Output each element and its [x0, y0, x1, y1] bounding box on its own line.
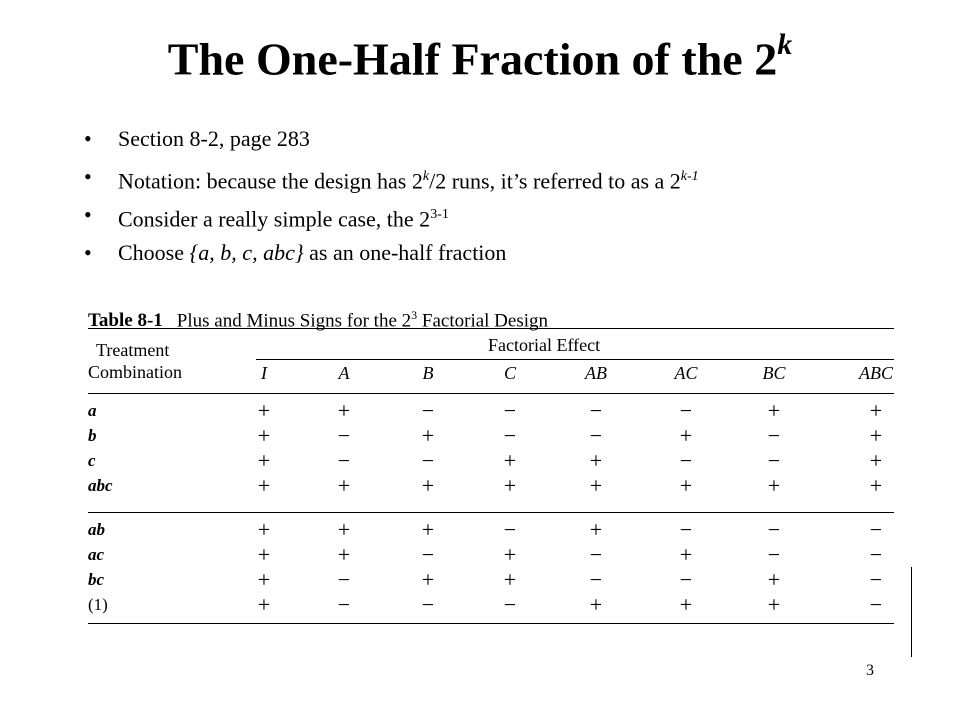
sign-cell: + — [679, 423, 693, 448]
sign-cell: + — [679, 542, 693, 567]
sign-cell: + — [589, 448, 603, 473]
bullet-item: • Choose {a, b, c, abc} as an one-half fraction — [78, 234, 699, 272]
column-header: B — [422, 363, 434, 383]
column-header: AC — [674, 363, 698, 383]
treatment-label: abc — [88, 476, 113, 495]
table-bottom-rule — [88, 623, 894, 624]
column-header: ABC — [859, 363, 893, 383]
sign-cell: − — [679, 517, 693, 542]
sign-cell: + — [679, 473, 693, 498]
sign-cell: − — [421, 592, 435, 617]
treatment-label: (1) — [88, 595, 108, 614]
sign-cell: + — [337, 517, 351, 542]
sign-cell: − — [767, 423, 781, 448]
sign-cell: − — [503, 398, 517, 423]
table-row — [88, 398, 894, 423]
sign-cell: + — [257, 398, 271, 423]
sign-cell: + — [421, 517, 435, 542]
table-row — [88, 423, 894, 448]
header-factorial-effect: Factorial Effect — [488, 335, 601, 355]
sign-cell: − — [421, 398, 435, 423]
sign-cell: + — [503, 448, 517, 473]
sign-cell: + — [421, 423, 435, 448]
sign-cell: − — [679, 448, 693, 473]
bullet-item: • Consider a really simple case, the 2$^{3-1}$ — [78, 196, 699, 234]
treatment-label: c — [88, 451, 96, 470]
sign-cell: − — [767, 517, 781, 542]
vertical-mark — [911, 567, 912, 657]
sign-table — [88, 302, 894, 624]
sign-cell: + — [767, 567, 781, 592]
sign-cell: + — [257, 448, 271, 473]
sign-cell: − — [869, 567, 883, 592]
bullet-item: • Section 8-2, page 283 — [78, 120, 699, 158]
sign-cell: + — [257, 473, 271, 498]
sign-cell: − — [679, 567, 693, 592]
sign-cell: − — [337, 567, 351, 592]
column-header: AB — [585, 363, 607, 383]
sign-cell: − — [503, 517, 517, 542]
sign-cell: + — [503, 473, 517, 498]
sign-cell: − — [503, 592, 517, 617]
table-row — [88, 542, 894, 567]
sign-cell: + — [257, 423, 271, 448]
sign-cell: − — [767, 542, 781, 567]
bullet-item: • Notation: because the design has 2$^k$/2 runs, it’s referred to as a 2$^{k-1}$ — [78, 158, 699, 196]
treatment-label: ab — [88, 520, 105, 539]
table-row — [88, 473, 894, 498]
factorial-effect-rule — [256, 359, 894, 360]
table-header — [88, 329, 894, 393]
header-combination: Combination — [88, 362, 182, 382]
sign-cell: + — [767, 398, 781, 423]
sign-cell: + — [257, 517, 271, 542]
treatment-label: b — [88, 426, 97, 445]
sign-cell: + — [869, 473, 883, 498]
sign-cell: − — [589, 398, 603, 423]
sign-cell: + — [257, 542, 271, 567]
sign-cell: − — [767, 448, 781, 473]
slide-title: The One-Half Fraction of the 2$^k$ — [167, 28, 793, 85]
table-row — [88, 517, 894, 542]
sign-cell: + — [589, 592, 603, 617]
sign-cell: − — [589, 567, 603, 592]
page-number: 3 — [866, 662, 874, 679]
sign-cell: + — [421, 473, 435, 498]
sign-cell: + — [589, 517, 603, 542]
sign-cell: + — [869, 423, 883, 448]
header-treatment: Treatment — [96, 340, 170, 360]
sign-cell: − — [421, 542, 435, 567]
sign-cell: + — [337, 473, 351, 498]
row-group-alternate — [88, 513, 894, 617]
title-superscript: k — [777, 28, 793, 61]
sign-cell: + — [869, 398, 883, 423]
sign-cell: − — [337, 448, 351, 473]
sign-cell: + — [257, 567, 271, 592]
sign-cell: − — [337, 592, 351, 617]
sign-cell: + — [503, 567, 517, 592]
column-header: C — [503, 363, 516, 383]
sign-cell: + — [257, 592, 271, 617]
sign-cell: + — [767, 592, 781, 617]
sign-cell: − — [589, 542, 603, 567]
sign-cell: + — [589, 473, 603, 498]
sign-cell: − — [503, 423, 517, 448]
sign-cell: − — [869, 517, 883, 542]
treatment-label: a — [88, 401, 97, 420]
treatment-label: ac — [88, 545, 105, 564]
sign-cell: + — [503, 542, 517, 567]
bullet-list — [78, 120, 699, 272]
sign-cell: − — [869, 542, 883, 567]
sign-cell: + — [679, 592, 693, 617]
sign-cell: + — [337, 542, 351, 567]
sign-cell: + — [337, 398, 351, 423]
sign-cell: − — [589, 423, 603, 448]
row-group-principal — [88, 394, 894, 498]
table-row — [88, 592, 894, 617]
treatment-label: bc — [88, 570, 105, 589]
sign-cell: + — [869, 448, 883, 473]
sign-cell: − — [869, 592, 883, 617]
column-header: I — [261, 363, 267, 383]
table-caption: Table 8-1 Plus and Minus Signs for the $2^3$ Factorial Design — [88, 308, 549, 332]
sign-cell: − — [337, 423, 351, 448]
sign-cell: − — [421, 448, 435, 473]
sign-cell: + — [421, 567, 435, 592]
sign-cell: + — [767, 473, 781, 498]
column-header: BC — [762, 363, 786, 383]
sign-cell: − — [679, 398, 693, 423]
table-row — [88, 448, 894, 473]
table-row — [88, 567, 894, 592]
column-header: A — [338, 363, 350, 383]
